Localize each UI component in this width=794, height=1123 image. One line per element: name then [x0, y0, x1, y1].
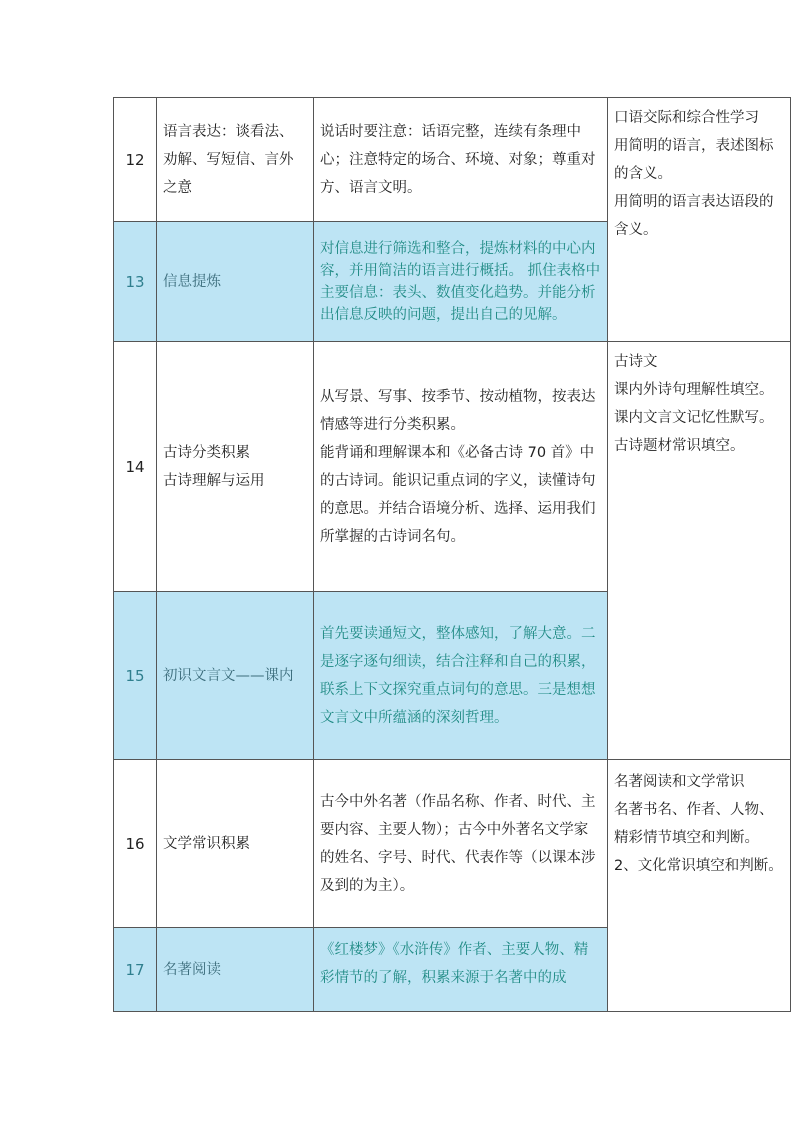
note-line: 名著书名、作者、人物、精彩情节填空和判断。 [614, 802, 774, 846]
row-topic: 信息提炼 [157, 222, 314, 342]
row-topic: 名著阅读 [157, 928, 314, 1012]
table-row [114, 342, 791, 592]
row-content: 首先要读通短文，整体感知，了解大意。二是逐字逐句细读，结合注释和自己的积累，联系上下文探究重点词句的意思。三是想想文言文中所蕴涵的深刻哲理。 [314, 592, 608, 760]
row-content: 对信息进行筛选和整合，提炼材料的中心内容，并用简洁的语言进行概括。 抓住表格中主要信息：表头、数值变化趋势。并能分析出信息反映的问题，提出自己的见解。 [314, 222, 608, 342]
row-topic: 文学常识积累 [157, 760, 314, 928]
note-line: 用简明的语言，表述图标的含义。 [614, 138, 774, 182]
content-line: 能背诵和理解课本和《必备古诗 70 首》中的古诗词。能识记重点词的字义，读懂诗句的意思。并结合语境分析、选择、运用我们所掌握的古诗词名句。 [320, 444, 596, 545]
note-line: 古诗文 [614, 354, 658, 370]
exam-outline-table [113, 97, 791, 1012]
note-line: 2、文化常识填空和判断。 [614, 858, 783, 874]
row-content: 古今中外名著（作品名称、作者、时代、主要内容、主要人物）；古今中外著名文学家的姓名、字号、时代、代表作等（以课本涉及到的为主）。 [314, 760, 608, 928]
row-number: 13 [114, 222, 157, 342]
note-line: 古诗题材常识填空。 [614, 438, 745, 454]
row-topic [157, 342, 314, 592]
row-number: 15 [114, 592, 157, 760]
row-number: 14 [114, 342, 157, 592]
row-number: 17 [114, 928, 157, 1012]
topic-line: 古诗理解与运用 [163, 472, 265, 489]
note-line: 名著阅读和文学常识 [614, 774, 745, 790]
row-content: 说话时要注意：话语完整，连续有条理中心；注意特定的场合、环境、对象；尊重对方、语言文明。 [314, 98, 608, 222]
row-topic: 初识文言文——课内 [157, 592, 314, 760]
table-row [114, 760, 791, 928]
content-line: 从写景、写事、按季节、按动植物，按表达情感等进行分类积累。 [320, 388, 596, 433]
note-line: 课内文言文记忆性默写。 [614, 410, 774, 426]
note-cell [608, 98, 791, 342]
row-topic: 语言表达：谈看法、劝解、写短信、言外之意 [157, 98, 314, 222]
row-number: 12 [114, 98, 157, 222]
topic-line: 古诗分类积累 [163, 444, 250, 461]
note-cell [608, 760, 791, 1012]
note-cell [608, 342, 791, 760]
note-line: 口语交际和综合性学习 [614, 110, 759, 126]
row-content [314, 342, 608, 592]
row-content: 《红楼梦》《水浒传》作者、主要人物、精彩情节的了解，积累来源于名著中的成 [314, 928, 608, 1012]
note-line: 课内外诗句理解性填空。 [614, 382, 774, 398]
row-number: 16 [114, 760, 157, 928]
note-line: 用简明的语言表达语段的含义。 [614, 194, 774, 238]
table-row [114, 98, 791, 222]
